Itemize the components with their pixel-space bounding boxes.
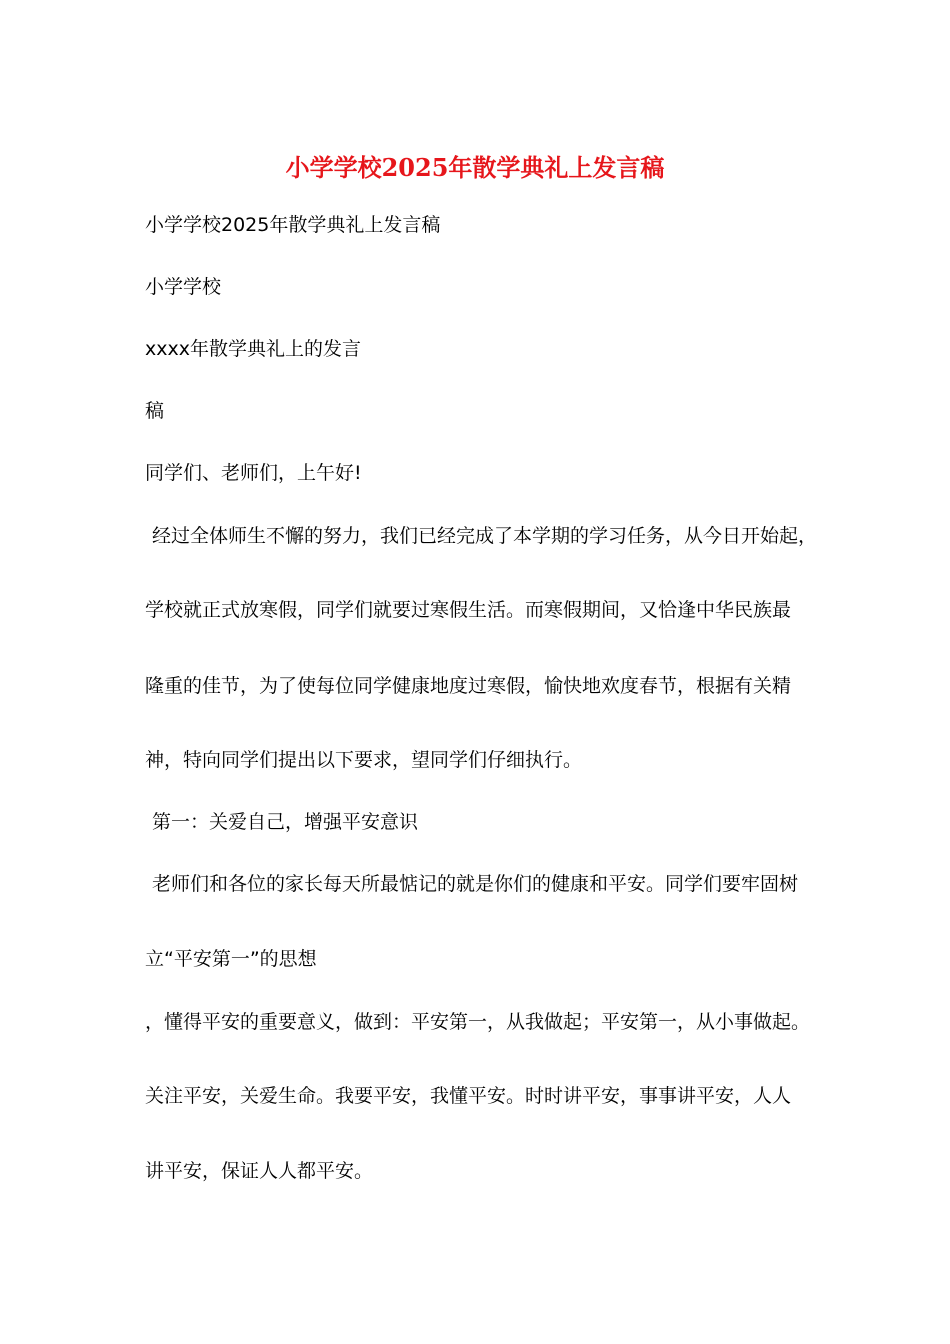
paragraph-line: 关注平安，关爱生命。我要平安，我懂平安。时时讲平安，事事讲平安，人人	[145, 1085, 792, 1107]
paragraph-line: 立“平安第一”的思想	[145, 948, 317, 970]
paragraph-line: 稿	[145, 400, 165, 422]
paragraph-line: 讲平安，保证人人都平安。	[145, 1160, 374, 1182]
paragraph-line: 老师们和各位的家长每天所最惦记的就是你们的健康和平安。同学们要牢固树	[152, 873, 799, 895]
paragraph-line: ，懂得平安的重要意义，做到：平安第一，从我做起；平安第一，从小事做起。	[145, 1011, 811, 1033]
paragraph-line: xxxx年散学典礼上的发言	[145, 338, 361, 360]
greeting-line: 同学们、老师们，上午好!	[145, 462, 362, 484]
section-heading: 第一：关爱自己，增强平安意识	[152, 811, 419, 833]
document-title: 小学学校2025年散学典礼上发言稿	[285, 153, 665, 182]
paragraph-line: 小学学校	[145, 276, 222, 298]
paragraph-line: 神，特向同学们提出以下要求，望同学们仔细执行。	[145, 749, 583, 771]
paragraph-line: 隆重的佳节，为了使每位同学健康地度过寒假，愉快地欢度春节，根据有关精	[145, 675, 792, 697]
paragraph-line: 经过全体师生不懈的努力，我们已经完成了本学期的学习任务，从今日开始起，	[152, 525, 818, 547]
paragraph-line: 小学学校2025年散学典礼上发言稿	[145, 214, 441, 236]
paragraph-line: 学校就正式放寒假，同学们就要过寒假生活。而寒假期间，又恰逢中华民族最	[145, 599, 792, 621]
